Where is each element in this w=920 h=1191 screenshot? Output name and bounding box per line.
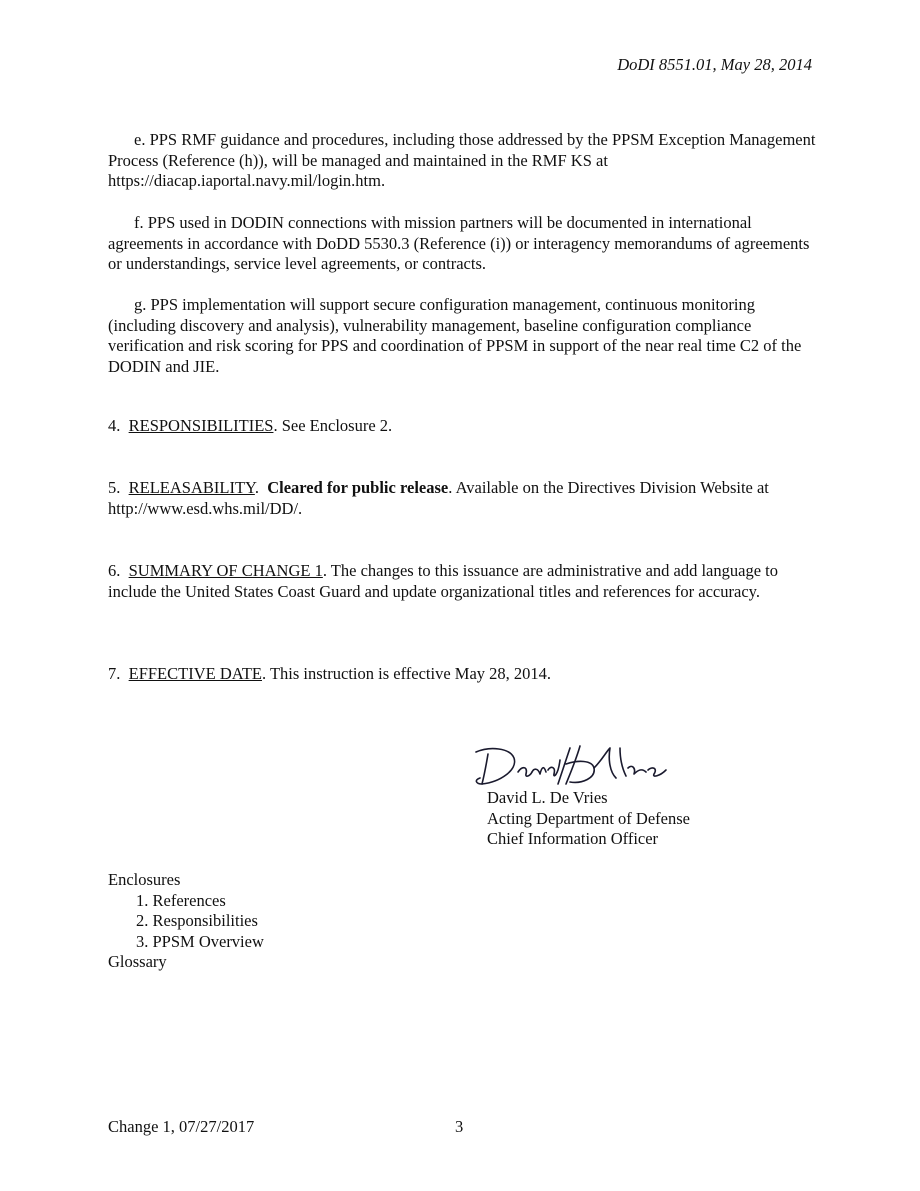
document-header: DoDI 8551.01, May 28, 2014 <box>617 55 812 74</box>
paragraph-e <box>108 130 820 192</box>
section-bold-text: Cleared for public release <box>267 478 449 497</box>
section-text: . The changes to this issuance are administrative and add language to include the United States Coast Guard and update organizational titles and references for accuracy. <box>108 561 778 601</box>
page-number: 3 <box>455 1117 464 1136</box>
paragraph-f-text: f. PPS used in DODIN connections with mission partners will be documented in international agreements in accordance with DoDD 5530.3 (Reference (i)) or interagency memorandums of agreements or understandings, service level agreements, or contracts. <box>108 213 810 273</box>
section-title: RELEASABILITY <box>128 478 255 497</box>
signer-name: David L. De Vries <box>487 788 608 807</box>
enclosure-item: 1. References <box>136 890 226 910</box>
section-7 <box>108 664 820 685</box>
section-title: RESPONSIBILITIES <box>128 416 274 435</box>
section-6 <box>108 561 820 602</box>
paragraph-e-text: e. PPS RMF guidance and procedures, including those addressed by the PPSM Exception Management Process (Reference (h)), will be managed and maintained in the RMF KS at https://diacap.iaportal.navy.mil/login.htm. <box>108 130 816 190</box>
paragraph-g-text: g. PPS implementation will support secure configuration management, continuous monitoring (including discovery and analysis), vulnerability management, baseline configuration compliance verification and risk scoring for PPS and coordination of PPSM in support of the near real time C2 of the DODIN and JIE. <box>108 295 802 376</box>
section-number: 7. <box>108 664 121 683</box>
section-number: 6. <box>108 561 121 580</box>
glossary-label: Glossary <box>108 952 167 971</box>
section-separator: . <box>254 478 268 497</box>
section-title: SUMMARY OF CHANGE 1 <box>128 561 323 580</box>
enclosures-list <box>108 870 264 973</box>
enclosure-item: 3. PPSM Overview <box>136 931 264 951</box>
section-number: 5. <box>108 478 121 497</box>
footer-change-date: Change 1, 07/27/2017 <box>108 1117 255 1136</box>
section-text: . This instruction is effective May 28, 2014. <box>262 664 552 683</box>
enclosure-item: 2. Responsibilities <box>136 911 258 930</box>
section-text: . See Enclosure 2. <box>273 416 393 435</box>
paragraph-g <box>108 295 820 377</box>
section-number: 4. <box>108 416 121 435</box>
signer-title-line2: Chief Information Officer <box>487 829 659 848</box>
section-text: . Available on the Directives Division Website at http://www.esd.whs.mil/DD/. <box>108 478 769 518</box>
signer-title-line1: Acting Department of Defense <box>487 808 690 828</box>
signature-block <box>487 788 690 850</box>
handwritten-signature <box>470 738 680 790</box>
enclosures-heading: Enclosures <box>108 870 181 889</box>
section-5 <box>108 478 820 519</box>
section-4 <box>108 416 820 437</box>
section-title: EFFECTIVE DATE <box>128 664 262 683</box>
paragraph-f <box>108 213 820 275</box>
